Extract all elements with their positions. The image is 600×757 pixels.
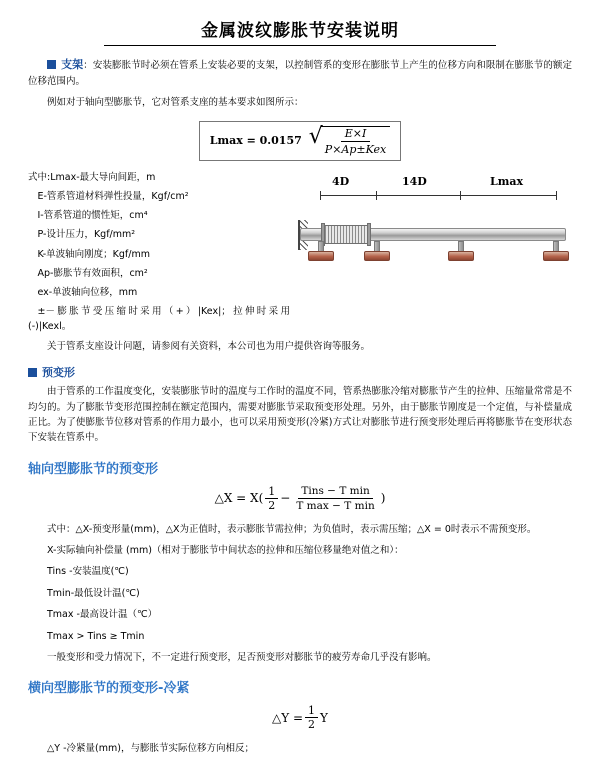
lmax-formula [28, 121, 572, 161]
support-anchor-3 [448, 241, 474, 261]
legend-item: E-管系管道材料弹性投量，Kgf/cm² [37, 190, 189, 202]
figure-label-4d: 4D [332, 174, 350, 188]
square-bullet-icon [47, 60, 56, 69]
legend-item: P-设计压力，Kgf/mm² [37, 229, 136, 241]
formula-legend [28, 171, 290, 339]
section-predeform-body: 由于管系的工作温度变化，安装膨胀节时的温度与工作时的温度不同，管系热膨胀冷缩对膨胀节产生的拉伸、压缩量常常是不均匀的。为了膨胀节变形范围控制在额定范围内，需要对膨胀节采取预变形处理。另外，由于膨胀节刚度是一个定值，与补偿量成正比。为了使膨胀节位移对管系的作用力最小，也可以采用预变形(冷紧)方式让对膨胀节进行预变形处理后再将膨胀节在变形状态下安装在管系中。 [28, 386, 572, 444]
axial-eq-half: $\frac{1}{2}$ [265, 485, 278, 512]
axial-note: Tmin-最低设计温(℃) [47, 587, 140, 599]
section-support-intro-text: 安装膨胀节时必须在管系上安装必要的支架，以控制管系的变形在膨胀节上产生的位移方向和限制在膨胀节的额定位移范围内。 [28, 60, 572, 87]
page-title: 金属波纹膨胀节安装说明 [201, 21, 399, 41]
support-anchor-2 [364, 241, 390, 261]
figure-dimension-rule [294, 191, 572, 200]
document-page [0, 16, 600, 753]
section-predeform-label: 预变形 [42, 366, 75, 380]
title-divider [104, 45, 496, 46]
lmax-denominator: P×Ap±Kex [324, 142, 387, 156]
axial-note: X-实际轴向补偿量 (mm)（相对于膨胀节中间状态的拉伸和压缩位移量绝对值之和）： [47, 545, 404, 557]
section-support-intro: 支架：安装膨胀节时必须在管系上安装必要的支架，以控制管系的变形在膨胀节上产生的位移方向和限制在膨胀节的额定位移范围内。 [28, 58, 572, 87]
axial-eq-rhs: ) [380, 491, 386, 506]
sqrt-icon: √ [308, 123, 323, 149]
legend-figure-row [28, 171, 572, 339]
pipe-diagram [294, 202, 572, 276]
lmax-formula-lhs: Lmax = 0.0157 [209, 134, 302, 148]
document-content [0, 56, 600, 757]
lateral-eq-lhs: △Y = [272, 710, 304, 725]
section-support-example: 例如对于轴向型膨胀节，它对管系支座的基本要求如图所示： [47, 97, 304, 109]
legend-item: K-单波轴向刚度；Kgf/mm [37, 248, 150, 260]
lmax-radical [308, 123, 391, 156]
support-anchor-4 [543, 241, 569, 261]
legend-item: Ap-膨胀节有效面积，cm² [37, 267, 148, 279]
section-support-closing: 关于管系支座设计问题，请参阅有关资料，本公司也为用户提供咨询等服务。 [47, 340, 371, 352]
subsection-lateral-title: 横向型膨胀节的预变形-冷紧 [28, 681, 190, 697]
axial-note: Tmax -最高设计温（℃） [47, 609, 158, 621]
figure-label-lmax: Lmax [490, 174, 524, 188]
axial-note: Tmax > Tins ≥ Tmin [47, 630, 145, 642]
lateral-note: △Y -冷紧量(mm)，与膨胀节实际位移方向相反； [47, 743, 254, 755]
axial-predeform-equation [28, 485, 572, 512]
legend-item: 式中:Lmax-最大导向间距，m [28, 171, 156, 183]
support-anchor-1 [308, 241, 334, 261]
lateral-eq-rhs: Y [320, 710, 328, 725]
axial-eq-lhs: △X = X( [214, 491, 264, 506]
square-bullet-icon [28, 368, 37, 377]
lmax-numerator: E×I [341, 127, 371, 142]
figure-label-14d: 14D [402, 174, 427, 188]
axial-eq-minus: − [280, 491, 291, 506]
legend-item: I-管系管道的惯性矩，cm⁴ [37, 210, 148, 222]
axial-note: 一般变形和受力情况下，不一定进行预变形，足否预变形对膨胀节的疲劳寿命几乎没有影响。 [47, 651, 437, 663]
axial-note: 式中：△X-预变形量(mm)，△X为正值时，表示膨胀节需拉伸；为负值时，表示需压缩；△X = 0时表示不需预变形。 [47, 523, 537, 535]
section-support-label: 支架 [61, 58, 84, 71]
axial-eq-fraction: $\frac{\text{Tins − T min}}{\text{T max − T min}}$ [296, 484, 375, 512]
axial-note: Tins -安装温度(℃) [47, 566, 129, 578]
lateral-predeform-equation [28, 704, 572, 731]
subsection-axial-title: 轴向型膨胀节的预变形 [28, 461, 159, 477]
section-predeform-heading [28, 364, 572, 380]
support-figure [294, 175, 572, 276]
lateral-eq-half: $\frac{1}{2}$ [305, 704, 318, 731]
figure-labels [294, 175, 572, 191]
legend-item: ex-单波轴向位移，mm [37, 287, 138, 299]
legend-item: ±－膨胀节受压缩时采用（+）|Kex|；拉伸时采用(-)|Kexl。 [28, 306, 290, 332]
